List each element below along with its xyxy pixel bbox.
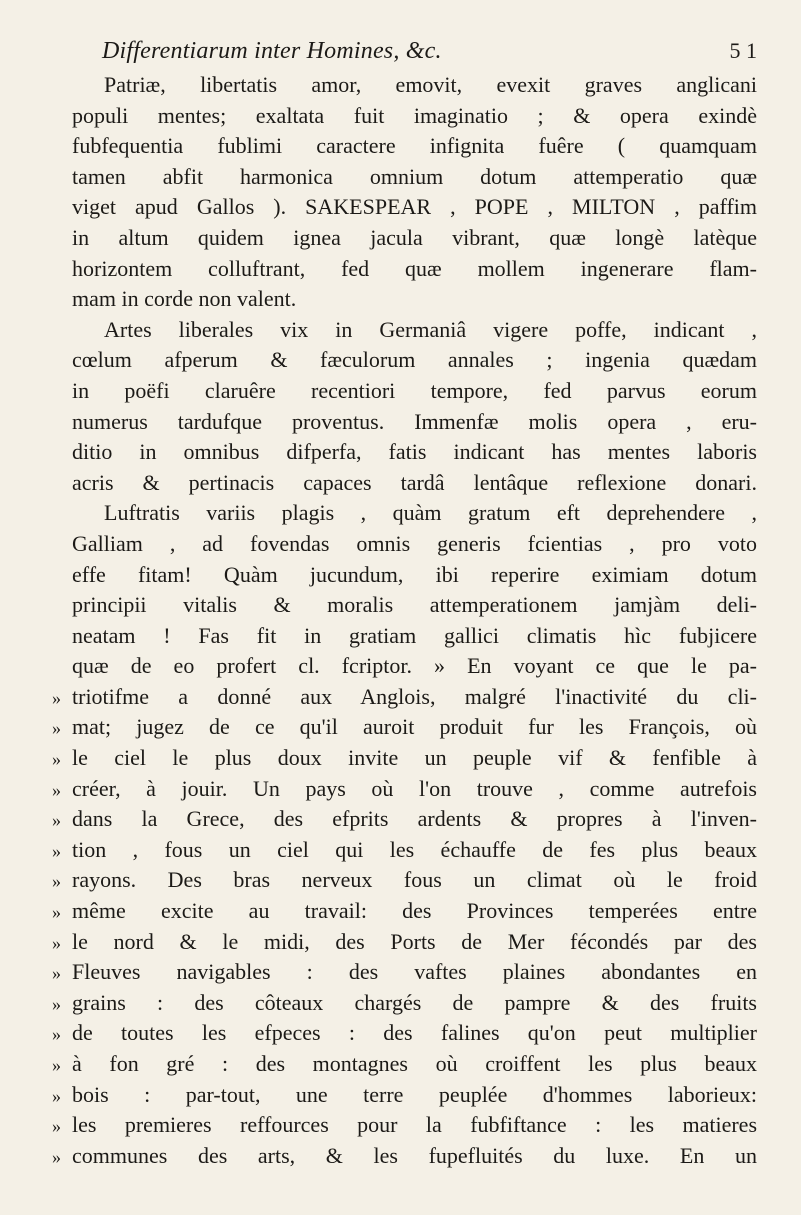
text-line	[52, 254, 757, 285]
text-line	[52, 315, 757, 346]
line-text: in altum quidem ignea jacula vibrant, quæ longè latèque	[72, 224, 757, 250]
quote-mark: »	[52, 1146, 61, 1167]
quote-mark: »	[52, 1024, 61, 1045]
line-text: tion , fous un ciel qui les échauffe de fes plus beaux	[72, 836, 757, 862]
line-text: mat; jugez de ce qu'il auroit produit fur les François, où	[72, 714, 757, 740]
line-text: de toutes les efpeces : des falines qu'on peut multiplier	[72, 1020, 757, 1046]
line-text: mam in corde non valent.	[72, 286, 297, 312]
line-text: quæ de eo profert cl. fcriptor. » En voyant ce que le pa-	[72, 653, 757, 679]
line-text: ditio in omnibus difperfa, fatis indicant has mentes laboris	[72, 439, 757, 465]
text-line	[52, 131, 757, 162]
text-line	[52, 284, 757, 315]
text-line	[52, 957, 757, 988]
quote-mark: »	[52, 749, 61, 770]
text-line	[52, 743, 757, 774]
line-text: Luftratis variis plagis , quàm gratum eft deprehendere ,	[104, 500, 757, 526]
line-text: acris & pertinacis capaces tardâ lentâque reflexione donari.	[72, 469, 757, 495]
text-line	[52, 835, 757, 866]
line-text: rayons. Des bras nerveux fous un climat où le froid	[72, 867, 757, 893]
text-line	[52, 988, 757, 1019]
text-line	[52, 223, 757, 254]
quote-mark: »	[52, 840, 61, 861]
line-text: les premieres reffources pour la fubfiftance : les matieres	[72, 1112, 757, 1138]
text-line	[52, 1018, 757, 1049]
text-line	[52, 407, 757, 438]
text-line	[52, 865, 757, 896]
quote-mark: »	[52, 963, 61, 984]
text-line	[52, 498, 757, 529]
line-text: tamen abfit harmonica omnium dotum attemperatio quæ	[72, 163, 757, 189]
quote-mark: »	[52, 993, 61, 1014]
quote-mark: »	[52, 1055, 61, 1075]
page-number: 5 1	[729, 38, 757, 63]
quote-mark: »	[52, 687, 61, 708]
line-text: numerus tardufque proventus. Immenfæ molis opera , eru-	[72, 408, 757, 434]
text-line	[52, 437, 757, 468]
text-line	[52, 774, 757, 805]
quote-mark: »	[52, 779, 61, 800]
quote-mark: »	[52, 1085, 61, 1106]
line-text: bois : par-tout, une terre peuplée d'hommes laborieux:	[72, 1081, 757, 1107]
running-head: Differentiarum inter Homines, &c.	[102, 38, 442, 64]
text-line	[52, 529, 757, 560]
text-line	[52, 896, 757, 927]
line-text: neatam ! Fas fit in gratiam gallici climatis hìc fubjicere	[72, 622, 757, 648]
line-text: créer, à jouir. Un pays où l'on trouve , comme autrefois	[72, 775, 757, 801]
quote-mark: »	[52, 1116, 61, 1137]
quote-mark: »	[52, 932, 61, 953]
line-text: même excite au travail: des Provinces temperées entre	[72, 898, 757, 924]
line-text: Patriæ, libertatis amor, emovit, evexit graves anglicani	[104, 72, 757, 97]
text-line	[52, 651, 757, 682]
line-text: Galliam , ad fovendas omnis generis fcientias , pro voto	[72, 530, 757, 556]
quote-mark: »	[52, 902, 61, 923]
quote-mark: »	[52, 871, 61, 892]
page-header	[40, 24, 757, 64]
text-line	[52, 927, 757, 958]
text-line	[52, 162, 757, 193]
text-line	[52, 621, 757, 652]
line-text: fubfequentia fublimi caractere infignita fuêre ( quamquam	[72, 133, 757, 159]
text-line	[52, 345, 757, 376]
text-line	[52, 101, 757, 132]
line-text: communes des arts, & les fupefluités du luxe. En un	[72, 1142, 757, 1168]
line-text: horizontem colluftrant, fed quæ mollem ingenerare flam-	[72, 255, 757, 281]
text-line	[52, 1141, 757, 1172]
text-line	[52, 70, 757, 101]
text-line	[52, 1110, 757, 1141]
line-text: dans la Grece, des efprits ardents & propres à l'inven-	[72, 806, 757, 832]
line-text: cœlum afperum & fæculorum annales ; ingenia quædam	[72, 347, 757, 373]
quote-mark: »	[52, 810, 61, 831]
text-line	[52, 1049, 757, 1080]
text-line	[52, 712, 757, 743]
line-text: le nord & le midi, des Ports de Mer fécondés par des	[72, 928, 757, 954]
line-text: principii vitalis & moralis attemperationem jamjàm deli-	[72, 592, 757, 618]
text-line	[52, 376, 757, 407]
line-text: effe fitam! Quàm jucundum, ibi reperire eximiam dotum	[72, 561, 757, 587]
quote-mark: »	[52, 718, 61, 739]
text-line	[52, 468, 757, 499]
text-line	[52, 590, 757, 621]
line-text: viget apud Gallos ). SAKESPEAR , POPE , MILTON , paffim	[72, 194, 757, 220]
text-line	[52, 682, 757, 713]
text-line	[52, 192, 757, 223]
line-text: Fleuves navigables : des vaftes plaines abondantes en	[72, 959, 757, 985]
line-text: le ciel le plus doux invite un peuple vif & fenfible à	[72, 745, 757, 771]
line-text: populi mentes; exaltata fuit imaginatio ; & opera exindè	[72, 102, 757, 128]
text-line	[52, 560, 757, 591]
line-text: grains : des côteaux chargés de pampre & des fruits	[72, 989, 757, 1015]
line-text: à fon gré : des montagnes où croiffent les plus beaux	[72, 1051, 757, 1076]
text-line	[52, 804, 757, 835]
line-text: triotifme a donné aux Anglois, malgré l'inactivité du cli-	[72, 683, 757, 709]
text-body	[52, 70, 757, 1171]
text-line	[52, 1080, 757, 1111]
line-text: in poëfi claruêre recentiori tempore, fed parvus eorum	[72, 377, 757, 403]
line-text: Artes liberales vix in Germaniâ vigere poffe, indicant ,	[104, 316, 757, 342]
